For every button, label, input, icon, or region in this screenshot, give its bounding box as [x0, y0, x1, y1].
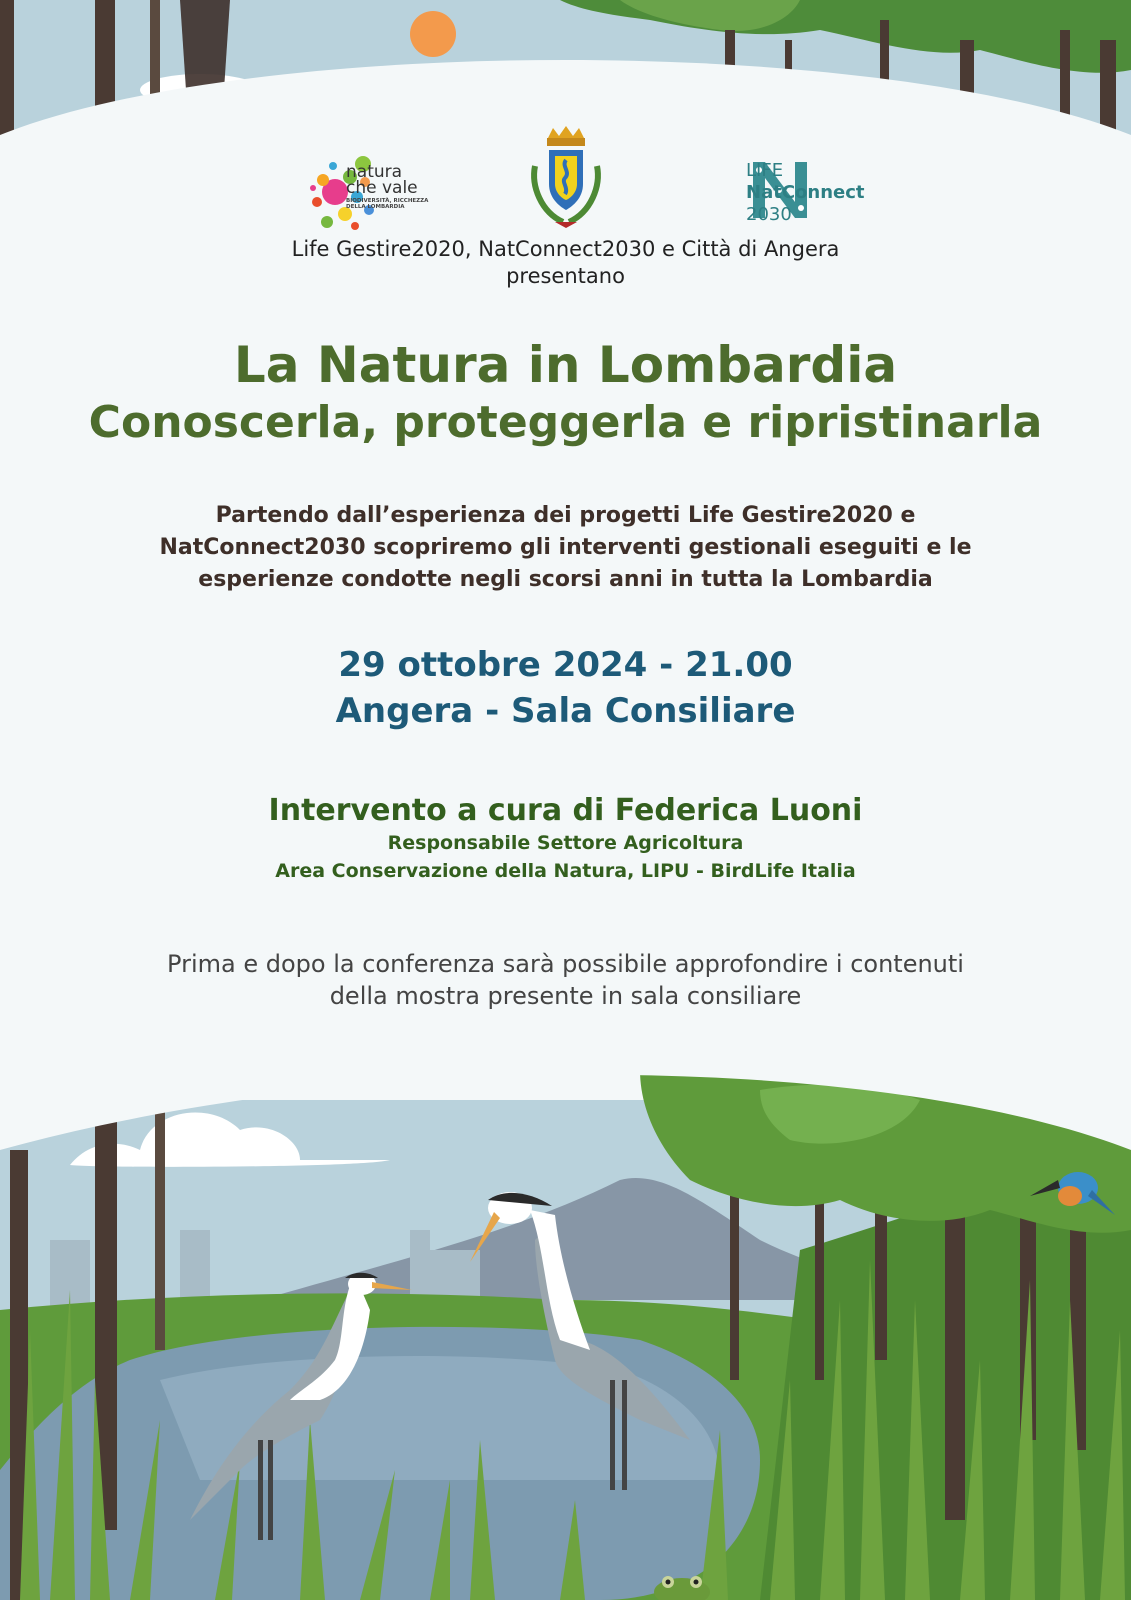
presenters-line-1: Life Gestire2020, NatConnect2030 e Città di Angera	[291, 237, 840, 261]
natura-che-vale-name	[346, 164, 418, 196]
note-line-2: della mostra presente in sala consiliare	[329, 982, 802, 1010]
description-line-1: Partendo dall’esperienza dei progetti Life Gestire2020 e	[215, 503, 916, 528]
presenters-line-2: presentano	[506, 264, 625, 288]
presenters-text	[0, 236, 1131, 290]
page-subtitle: Conoscerla, proteggerla e ripristinarla	[88, 397, 1043, 448]
natura-che-vale-logo	[262, 152, 432, 238]
life-natconnect-logo	[680, 160, 880, 226]
description-line-2: NatConnect2030 scopriremo gli interventi gestionali eseguiti e le	[159, 535, 972, 560]
logo-word-natconnect: NatConnect	[746, 182, 865, 203]
logo-word-life: LIFE	[746, 160, 784, 181]
event-location: Angera - Sala Consiliare	[335, 691, 796, 731]
exhibition-note	[0, 948, 1131, 1012]
logo-word-che-vale: che vale	[346, 178, 418, 198]
logo-row	[0, 126, 1131, 236]
event-date-time: 29 ottobre 2024 - 21.00	[338, 645, 793, 685]
speaker-role: Responsabile Settore Agricoltura	[387, 832, 744, 854]
speaker-intro: Intervento a cura di Federica Luoni	[268, 793, 863, 828]
event-details	[0, 642, 1131, 734]
logo-word-2030: 2030	[746, 204, 792, 225]
life-natconnect-name	[746, 160, 865, 226]
page-title: La Natura in Lombardia	[233, 336, 898, 394]
event-description	[0, 500, 1131, 596]
note-line-1: Prima e dopo la conferenza sarà possibile approfondire i contenuti	[167, 950, 964, 978]
natura-che-vale-tagline: BIODIVERSITÀ, RICCHEZZA DELLA LOMBARDIA	[346, 198, 429, 210]
angera-crest-icon	[525, 126, 607, 230]
speaker-organization: Area Conservazione della Natura, LIPU - BirdLife Italia	[275, 860, 856, 882]
description-line-3: esperienze condotte negli scorsi anni in tutta la Lombardia	[198, 567, 933, 592]
logo-word-natura: natura	[346, 162, 403, 182]
